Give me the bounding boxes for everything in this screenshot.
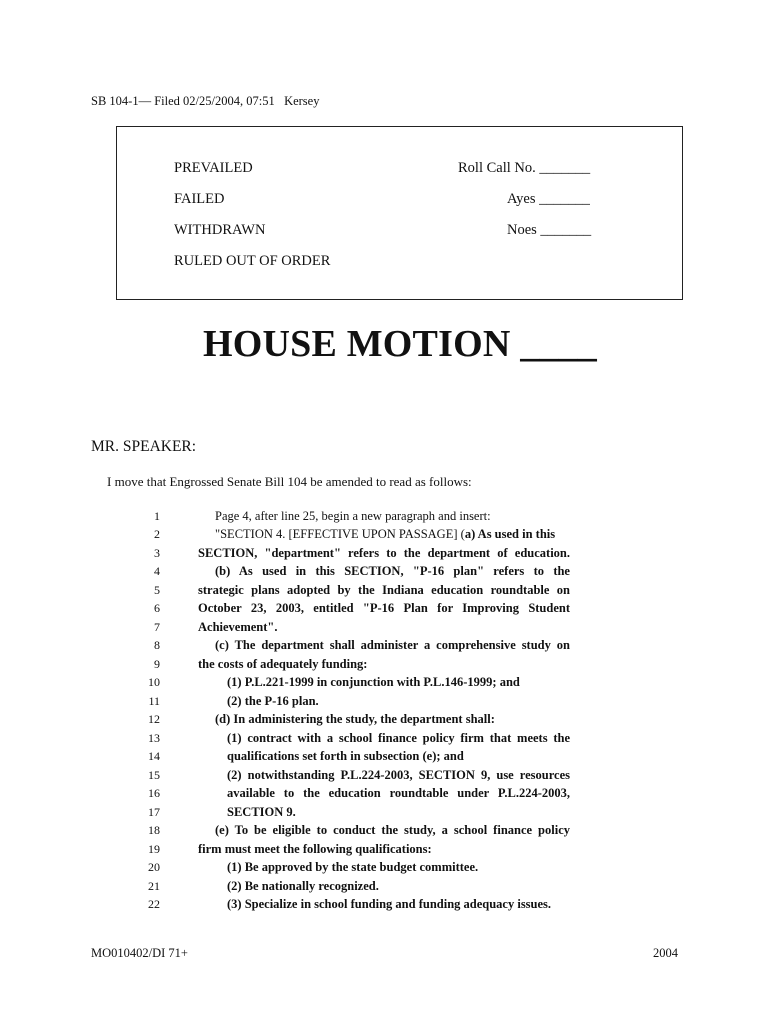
ayes-count: Ayes _______ (507, 191, 590, 207)
line-number: 10 (148, 675, 160, 689)
amendment-line: (3) Specialize in school funding and funding adequacy issues. (227, 897, 552, 911)
line-number: 13 (148, 731, 160, 745)
amendment-line: qualifications set forth in subsection (e); and (227, 749, 464, 763)
amendment-line: (d) In administering the study, the department shall: (215, 712, 495, 726)
status-prevailed: PREVAILED (174, 160, 253, 176)
amendment-line: (1) P.L.221-1999 in conjunction with P.L.146-1999; and (227, 675, 520, 689)
line-number: 6 (154, 601, 160, 615)
line-number: 21 (148, 879, 160, 893)
motion-intro: I move that Engrossed Senate Bill 104 be amended to read as follows: (107, 474, 472, 489)
amendment-line: (e) To be eligible to conduct the study, a school finance policy (215, 823, 570, 837)
amendment-line-bold: a) As used in this (464, 527, 556, 541)
amendment-line: SECTION 9. (227, 805, 296, 819)
line-number: 7 (154, 620, 160, 634)
line-number: 18 (148, 823, 160, 837)
amendment-line (215, 527, 555, 542)
line-number: 12 (148, 712, 160, 726)
line-number: 11 (148, 694, 160, 708)
amendment-line: (2) the P-16 plan. (227, 694, 319, 708)
line-number: 1 (154, 509, 160, 523)
amendment-line: (1) Be approved by the state budget committee. (227, 860, 479, 874)
amendment-line: available to the education roundtable under P.L.224-2003, (227, 786, 570, 800)
amendment-line: (2) notwithstanding P.L.224-2003, SECTION 9, use resources (227, 768, 570, 782)
line-number: 14 (148, 749, 160, 763)
status-ruled-out-of-order: RULED OUT OF ORDER (174, 253, 331, 269)
amendment-line: October 23, 2003, entitled "P-16 Plan for Improving Student (198, 601, 570, 615)
amendment-line-plain: "SECTION 4. [EFFECTIVE UPON PASSAGE] ( (215, 527, 465, 541)
salutation: MR. SPEAKER: (91, 438, 197, 455)
amendment-line: the costs of adequately funding: (198, 657, 368, 671)
line-number: 17 (148, 805, 160, 819)
line-number: 8 (154, 638, 160, 652)
line-number: 4 (154, 564, 160, 578)
amendment-line: Page 4, after line 25, begin a new paragraph and insert: (215, 509, 491, 523)
amendment-line: Achievement". (198, 620, 278, 634)
footer-year: 2004 (653, 946, 678, 960)
status-box (116, 126, 683, 300)
amendment-line: (2) Be nationally recognized. (227, 879, 379, 893)
filing-header: SB 104-1— Filed 02/25/2004, 07:51 Kersey (91, 94, 320, 108)
roll-call-number: Roll Call No. _______ (458, 160, 591, 176)
line-number: 2 (154, 527, 160, 541)
amendment-line: (b) As used in this SECTION, "P-16 plan" refers to the (215, 564, 570, 578)
noes-count: Noes _______ (507, 222, 592, 238)
amendment-line: (c) The department shall administer a comprehensive study on (215, 638, 570, 652)
amendment-line: (1) contract with a school finance policy firm that meets the (227, 731, 570, 745)
line-number: 22 (148, 897, 160, 911)
amendment-line: strategic plans adopted by the Indiana education roundtable on (198, 583, 570, 597)
footer-document-code: MO010402/DI 71+ (91, 946, 188, 960)
line-number: 5 (154, 583, 160, 597)
line-number: 19 (148, 842, 160, 856)
house-motion-title: HOUSE MOTION ____ (203, 323, 597, 365)
amendment-line: SECTION, "department" refers to the department of education. (198, 546, 570, 560)
status-withdrawn: WITHDRAWN (174, 222, 266, 238)
line-number: 15 (148, 768, 160, 782)
line-number: 20 (148, 860, 160, 874)
line-number: 9 (154, 657, 160, 671)
line-number: 3 (154, 546, 160, 560)
amendment-line: firm must meet the following qualifications: (198, 842, 432, 856)
line-number: 16 (148, 786, 160, 800)
status-failed: FAILED (174, 191, 225, 207)
